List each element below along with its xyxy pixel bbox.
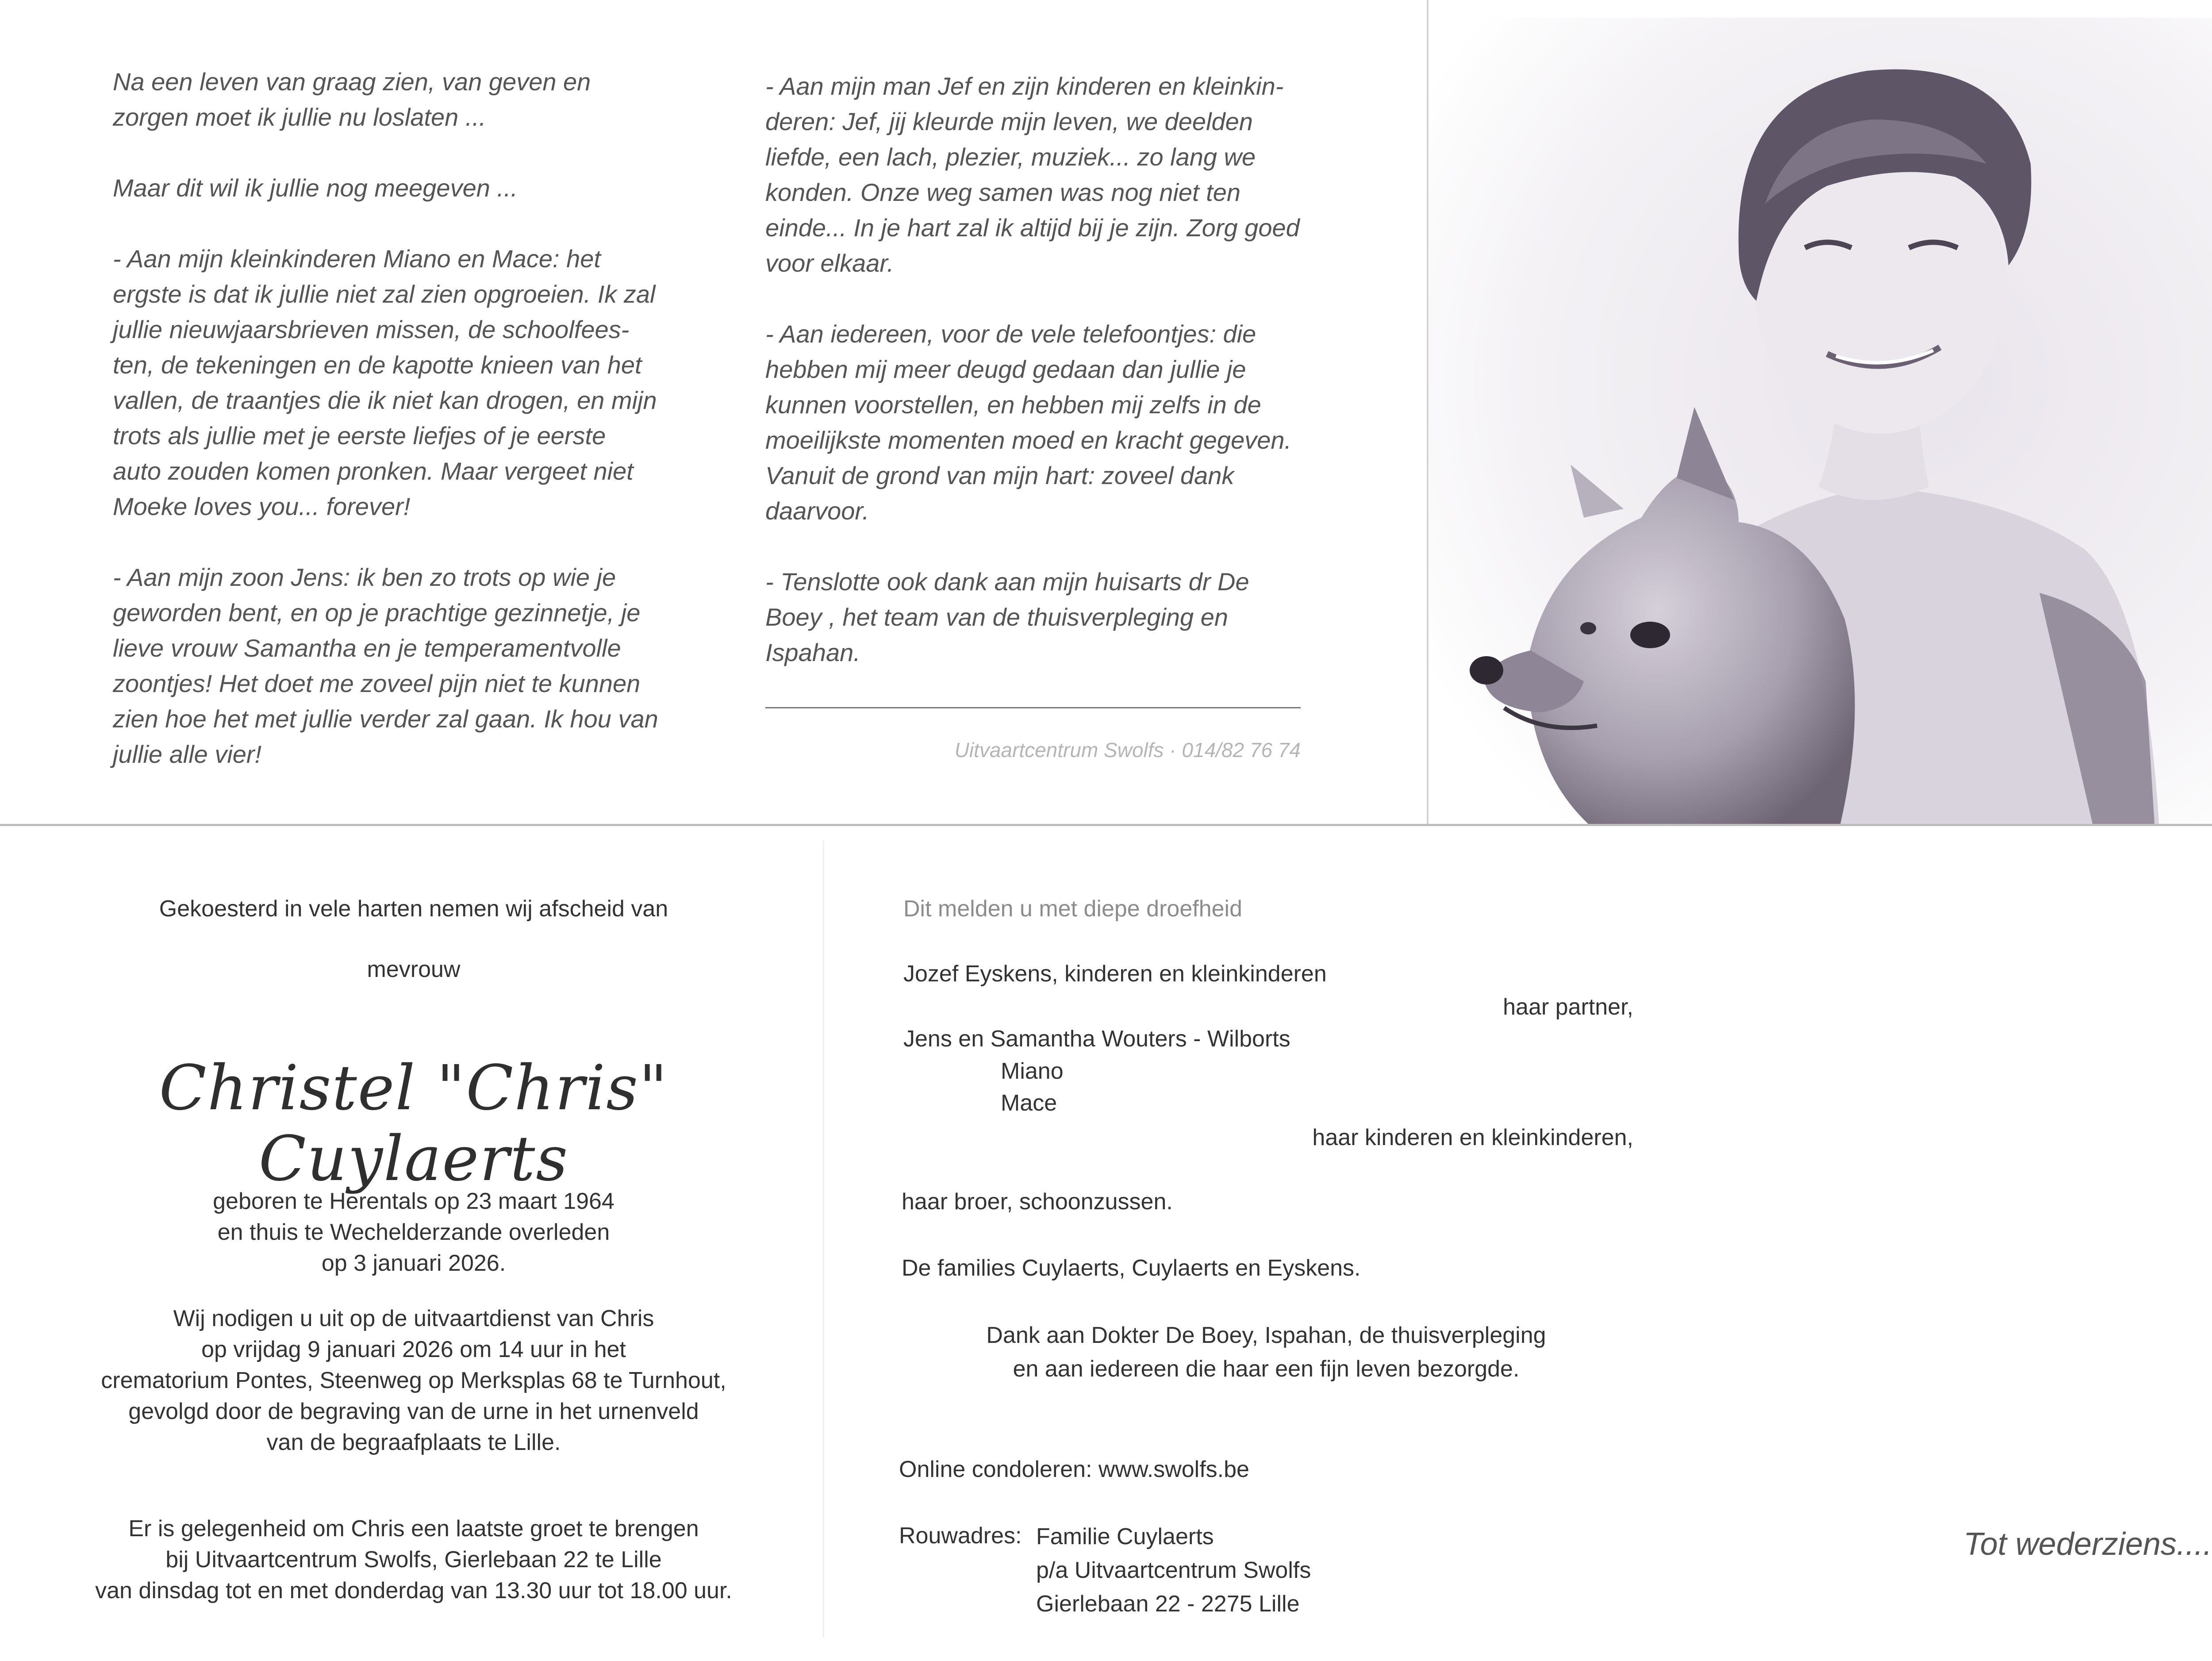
farewell-intro: Gekoesterd in vele harten nemen wij afscheid van: [159, 896, 668, 922]
text-line: Er is gelegenheid om Chris een laatste groet te brengen: [128, 1516, 699, 1542]
closing-words: Tot wederziens....: [1963, 1526, 2212, 1562]
paragraph: [765, 564, 1323, 670]
partner-role: haar partner,: [1503, 994, 1633, 1020]
text-line: trots als jullie met je eerste liefjes of je eerste: [113, 422, 606, 450]
text-line: vallen, de traantjes die ik niet kan drogen, en mijn: [113, 386, 657, 414]
text-line: ergste is dat ik jullie niet zal zien opgroeien. Ik zal: [113, 280, 656, 308]
deceased-name: Christel "Chris" Cuylaerts: [159, 1052, 668, 1195]
text-line: p/a Uitvaartcentrum Swolfs: [1036, 1557, 1311, 1583]
portrait-photo: [1429, 18, 2212, 824]
text-line: Dank aan Dokter De Boey, Ispahan, de thuisverpleging: [986, 1323, 1546, 1348]
text-line: Gierlebaan 22 - 2275 Lille: [1036, 1591, 1300, 1617]
salutation: mevrouw: [367, 957, 461, 982]
inner-middle-text: [765, 69, 1323, 670]
text-line: auto zouden komen pronken. Maar vergeet niet: [113, 457, 634, 485]
text-line: - Aan mijn kleinkinderen Miano en Mace: het: [113, 245, 601, 273]
families-line: De families Cuylaerts, Cuylaerts en Eyskens.: [902, 1255, 1361, 1281]
text-line: ten, de tekeningen en de kapotte knieen van het: [113, 351, 642, 379]
paragraph: [765, 69, 1323, 281]
text-line: daarvoor.: [765, 497, 869, 525]
text-line: van de begraafplaats te Lille.: [266, 1430, 561, 1455]
text-line: geboren te Herentals op 23 maart 1964: [213, 1188, 614, 1214]
thanks-text: [903, 1319, 1629, 1386]
text-line: lieve vrouw Samantha en je temperamentvolle: [113, 634, 621, 662]
text-line: van dinsdag tot en met donderdag van 13.30 uur tot 18.00 uur.: [95, 1578, 732, 1603]
online-condolence: [899, 1453, 1651, 1485]
paragraph: [113, 560, 710, 772]
text-line: hebben mij meer deugd gedaan dan jullie je: [765, 355, 1246, 383]
text-line: Vanuit de grond van mijn hart: zoveel dank: [765, 461, 1234, 489]
text-line: - Tenslotte ook dank aan mijn huisarts dr De: [765, 568, 1249, 596]
divider-line: [765, 707, 1301, 708]
paragraph: [113, 241, 710, 524]
printer-footer: Uitvaartcentrum Swolfs · 014/82 76 74: [954, 738, 1301, 761]
announcement: Dit melden u met diepe droefheid: [903, 896, 1243, 922]
text-line: crematorium Pontes, Steenweg op Merksplas 68 te Turnhout,: [101, 1368, 726, 1393]
text-line: en aan iedereen die haar een fijn leven bezorgde.: [1013, 1356, 1520, 1382]
text-line: Mace: [1001, 1090, 1057, 1116]
text-line: Moeke loves you... forever!: [113, 492, 411, 520]
text-line: liefde, een lach, plezier, muziek... zo lang we: [765, 143, 1256, 171]
paragraph: [113, 170, 710, 206]
text-line: Familie Cuylaerts: [1036, 1524, 1214, 1549]
birth-death-info: [62, 1186, 765, 1279]
text-line: op 3 januari 2026.: [321, 1250, 506, 1276]
text-line: - Aan mijn man Jef en zijn kinderen en kleinkin-: [765, 72, 1284, 100]
text-line: Maar dit wil ik jullie nog meegeven ...: [113, 174, 518, 202]
text-line: jullie nieuwjaarsbrieven missen, de schoolfees-: [113, 315, 630, 343]
text-line: zorgen moet ik jullie nu loslaten ...: [113, 103, 486, 131]
paragraph: [765, 316, 1323, 529]
inner-left-text: [113, 64, 710, 772]
address-label: Rouwadres:: [899, 1523, 1022, 1549]
paragraph: [113, 64, 710, 135]
text-line: bij Uitvaartcentrum Swolfs, Gierlebaan 22 te Lille: [165, 1547, 662, 1573]
text-line: voor elkaar.: [765, 249, 894, 277]
vertical-fold-bottom: [823, 841, 824, 1637]
text-line: geworden bent, en op je prachtige gezinnetje, je: [113, 599, 641, 627]
text-line: moeilijkste momenten moed en kracht gegeven.: [765, 426, 1292, 454]
text-line: Ispahan.: [765, 638, 860, 666]
grandchildren-names: [1001, 1055, 1266, 1119]
online-url[interactable]: www.swolfs.be: [1098, 1457, 1249, 1482]
text-line: - Aan iedereen, voor de vele telefoontjes: die: [765, 320, 1256, 348]
text-line: - Aan mijn zoon Jens: ik ben zo trots op wie je: [113, 563, 616, 591]
text-line: zien hoe het met jullie verder zal gaan. Ik hou van: [113, 705, 658, 733]
text-line: en thuis te Wechelderzande overleden: [217, 1219, 610, 1245]
children-role: haar kinderen en kleinkinderen,: [1312, 1125, 1633, 1150]
text-line: Wij nodigen u uit op de uitvaartdienst van Chris: [173, 1306, 654, 1331]
text-line: op vrijdag 9 januari 2026 om 14 uur in het: [201, 1337, 626, 1362]
text-line: Na een leven van graag zien, van geven en: [113, 68, 591, 96]
text-line: kunnen voorstellen, en hebben mij zelfs in de: [765, 391, 1261, 419]
text-line: konden. Onze weg samen was nog niet ten: [765, 178, 1241, 206]
mourning-address: [1036, 1520, 1611, 1621]
service-info: [62, 1303, 765, 1458]
text-line: zoontjes! Het doet me zoveel pijn niet te kunnen: [113, 669, 641, 697]
partner-name: Jozef Eyskens, kinderen en kleinkinderen: [903, 961, 1327, 987]
text-line: jullie alle vier!: [113, 740, 262, 768]
horizontal-fold: [0, 824, 2212, 826]
text-line: einde... In je hart zal ik altijd bij je zijn. Zorg goed: [765, 214, 1300, 242]
text-line: gevolgd door de begraving van de urne in het urnenveld: [128, 1399, 699, 1424]
sibling-line: haar broer, schoonzussen.: [902, 1189, 1173, 1215]
text-line: Boey , het team van de thuisverpleging en: [765, 603, 1229, 631]
text-line: Miano: [1001, 1058, 1064, 1084]
children-names: Jens en Samantha Wouters - Wilborts: [903, 1026, 1290, 1052]
online-label: Online condoleren:: [899, 1457, 1092, 1482]
visitation-info: [62, 1513, 765, 1606]
text-line: deren: Jef, jij kleurde mijn leven, we deelden: [765, 108, 1253, 135]
vertical-fold-top: [1427, 0, 1429, 824]
